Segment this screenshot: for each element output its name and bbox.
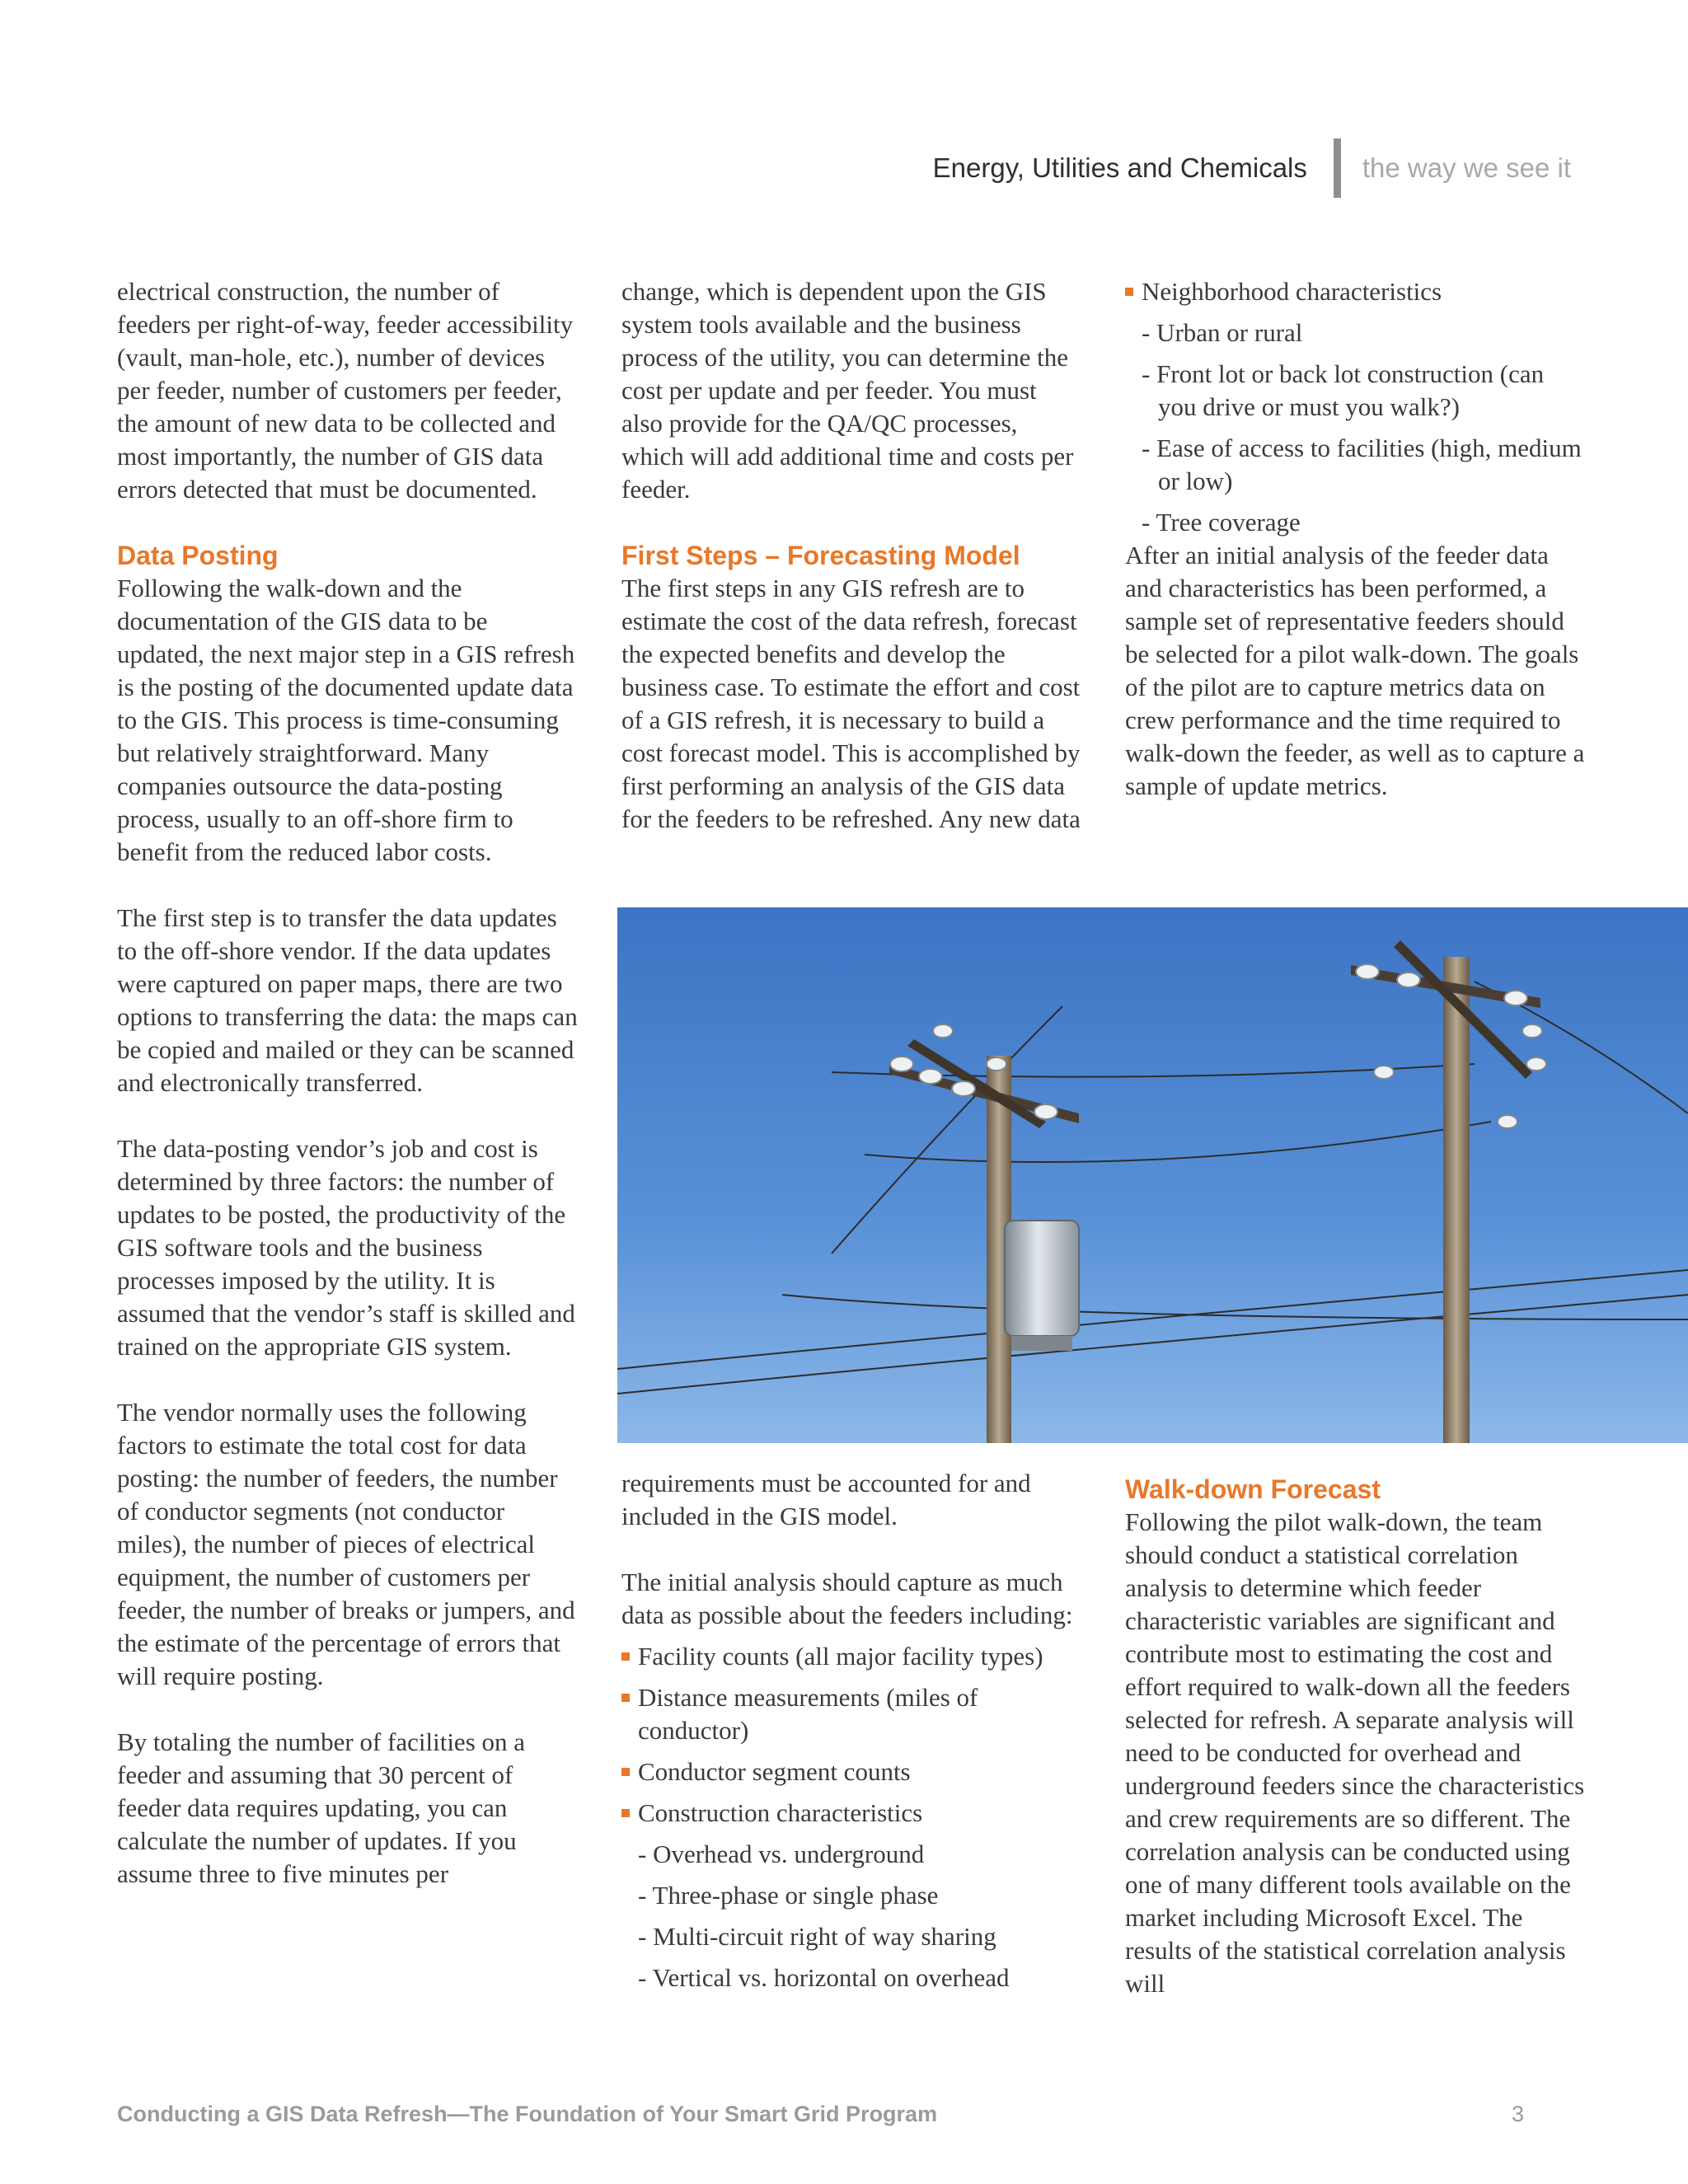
col2-paragraph: The initial analysis should capture as much data as possible about the feeders including: (621, 1568, 1073, 1629)
list-item: Facility counts (all major facility types) (621, 1640, 1083, 1673)
bullet-square-icon (621, 1809, 630, 1817)
sub-list-item: - Vertical vs. horizontal on overhead (638, 1963, 1010, 1992)
col3-paragraph: Following the pilot walk-down, the team should conduct a statistical correlation analysis to determine which feeder characteristic variables are significant and contribute most to estimating the cost and effort required to walk-down all the feeders selected for refresh. A separate analysis will need to be conducted for overhead and underground feeders since the characteristics and crew requirements are so different. The correlation analysis can be conducted using one of many different tools available on the market including Microsoft Excel. The results of the statistical correlation analysis will (1125, 1507, 1585, 1998)
sub-list-item: - Tree coverage (1142, 508, 1301, 537)
col1-paragraph: Following the walk-down and the documentation of the GIS data to be updated, the next major step in a GIS refresh is the posting of the documented update data to the GIS. This process is time-consuming but relatively straightforward. Many companies outsource the data-posting process, usually to an off-shore firm to benefit from the reduced labor costs. (117, 574, 575, 866)
col2-intro: change, which is dependent upon the GIS system tools available and the business process of the utility, you can determine the cost per update and per feeder. You must also provide for the QA/QC processes, which will add additional time and costs per feeder. (621, 277, 1074, 504)
bullet-square-icon (621, 1694, 630, 1702)
heading-data-posting: Data Posting (117, 541, 279, 570)
tagline: the way we see it (1362, 152, 1571, 183)
sub-list-item: - Multi-circuit right of way sharing (638, 1922, 996, 1951)
column-2-top (621, 275, 1083, 836)
heading-walk-down-forecast: Walk-down Forecast (1125, 1474, 1381, 1504)
col2-paragraph: The first steps in any GIS refresh are to estimate the cost of the data refresh, forecast the expected benefits and develop the business case. To estimate the effort and cost of a GIS refresh, it is necessary to build a cost forecast model. This is accomplished by first performing an analysis of the GIS data for the feeders to be refreshed. Any new data (621, 574, 1081, 833)
header-divider (1334, 138, 1341, 198)
list-item: Construction characteristics - Overhead vs. underground - Three-phase or single phase - Multi-circuit right of way sharing - Vertical vs. horizontal on overhead (621, 1797, 1083, 1994)
list-item: Conductor segment counts (621, 1755, 1083, 1788)
page-header (933, 138, 1571, 198)
col1-paragraph: By totaling the number of facilities on a feeder and assuming that 30 percent of feeder data requires updating, you can calculate the number of updates. If you assume three to five minutes per (117, 1727, 526, 1888)
column-3-bottom (1125, 1473, 1587, 2000)
heading-first-steps: First Steps – Forecasting Model (621, 541, 1020, 570)
col1-paragraph: The data-posting vendor’s job and cost is determined by three factors: the number of updates to be posted, the productivity of the GIS software tools and the business processes imposed by the utility. It is assumed that the vendor’s staff is skilled and trained on the appropriate GIS system. (117, 1134, 575, 1361)
utility-poles-photo (617, 907, 1688, 1443)
utility-poles-illustration (617, 907, 1688, 1443)
feeder-data-list (621, 1640, 1083, 1994)
page-number: 3 (1512, 2102, 1525, 2126)
sub-list-item: - Urban or rural (1142, 318, 1303, 347)
construction-sublist (621, 1838, 1083, 1994)
col1-paragraph: The vendor normally uses the following factors to estimate the total cost for data posting: the number of feeders, the number of conductor segments (not conductor miles), the number of pieces of electrical equipment, the number of customers per feeder, the number of breaks or jumpers, and the estimate of the percentage of errors that will require posting. (117, 1398, 575, 1690)
column-3-top (1125, 275, 1587, 803)
neighborhood-list (1125, 275, 1587, 539)
list-item: Distance measurements (miles of conductor) (621, 1681, 1083, 1747)
footer-title: Conducting a GIS Data Refresh—The Foundation of Your Smart Grid Program (117, 2102, 938, 2126)
col1-paragraph: The first step is to transfer the data updates to the off-shore vendor. If the data updates were captured on paper maps, there are two options to transferring the data: the maps can be copied and mailed or they can be scanned and electronically transferred. (117, 903, 578, 1097)
col3-paragraph: After an initial analysis of the feeder data and characteristics has been performed, a sample set of representative feeders should be selected for a pilot walk-down. The goals of the pilot are to capture metrics data on crew performance and the time required to walk-down the feeder, as well as to capture a sample of update metrics. (1125, 541, 1585, 800)
neighborhood-sublist (1125, 316, 1587, 539)
sub-list-item: - Three-phase or single phase (638, 1881, 939, 1910)
column-1 (117, 275, 579, 1891)
sub-list-item: - Ease of access to facilities (high, medium or low) (1142, 434, 1582, 495)
sub-list-item: - Overhead vs. underground (638, 1840, 925, 1868)
col2-paragraph: requirements must be accounted for and included in the GIS model. (621, 1469, 1031, 1530)
col1-intro: electrical construction, the number of feeders per right-of-way, feeder accessibility (vault, man-hole, etc.), number of devices per feeder, number of customers per feeder, the amount of new data to be collected and most importantly, the number of GIS data errors detected that must be documented. (117, 277, 574, 504)
bullet-square-icon (621, 1652, 630, 1661)
column-2-bottom (621, 1467, 1083, 2003)
bullet-square-icon (1125, 288, 1133, 296)
sub-list-item: - Front lot or back lot construction (can you drive or must you walk?) (1142, 359, 1545, 421)
list-item: Neighborhood characteristics - Urban or rural - Front lot or back lot construction (can you drive or must you walk?) - Ease of access to facilities (high, medium or low) - Tree coverage (1125, 275, 1587, 539)
section-title: Energy, Utilities and Chemicals (932, 152, 1307, 183)
bullet-square-icon (621, 1768, 630, 1776)
